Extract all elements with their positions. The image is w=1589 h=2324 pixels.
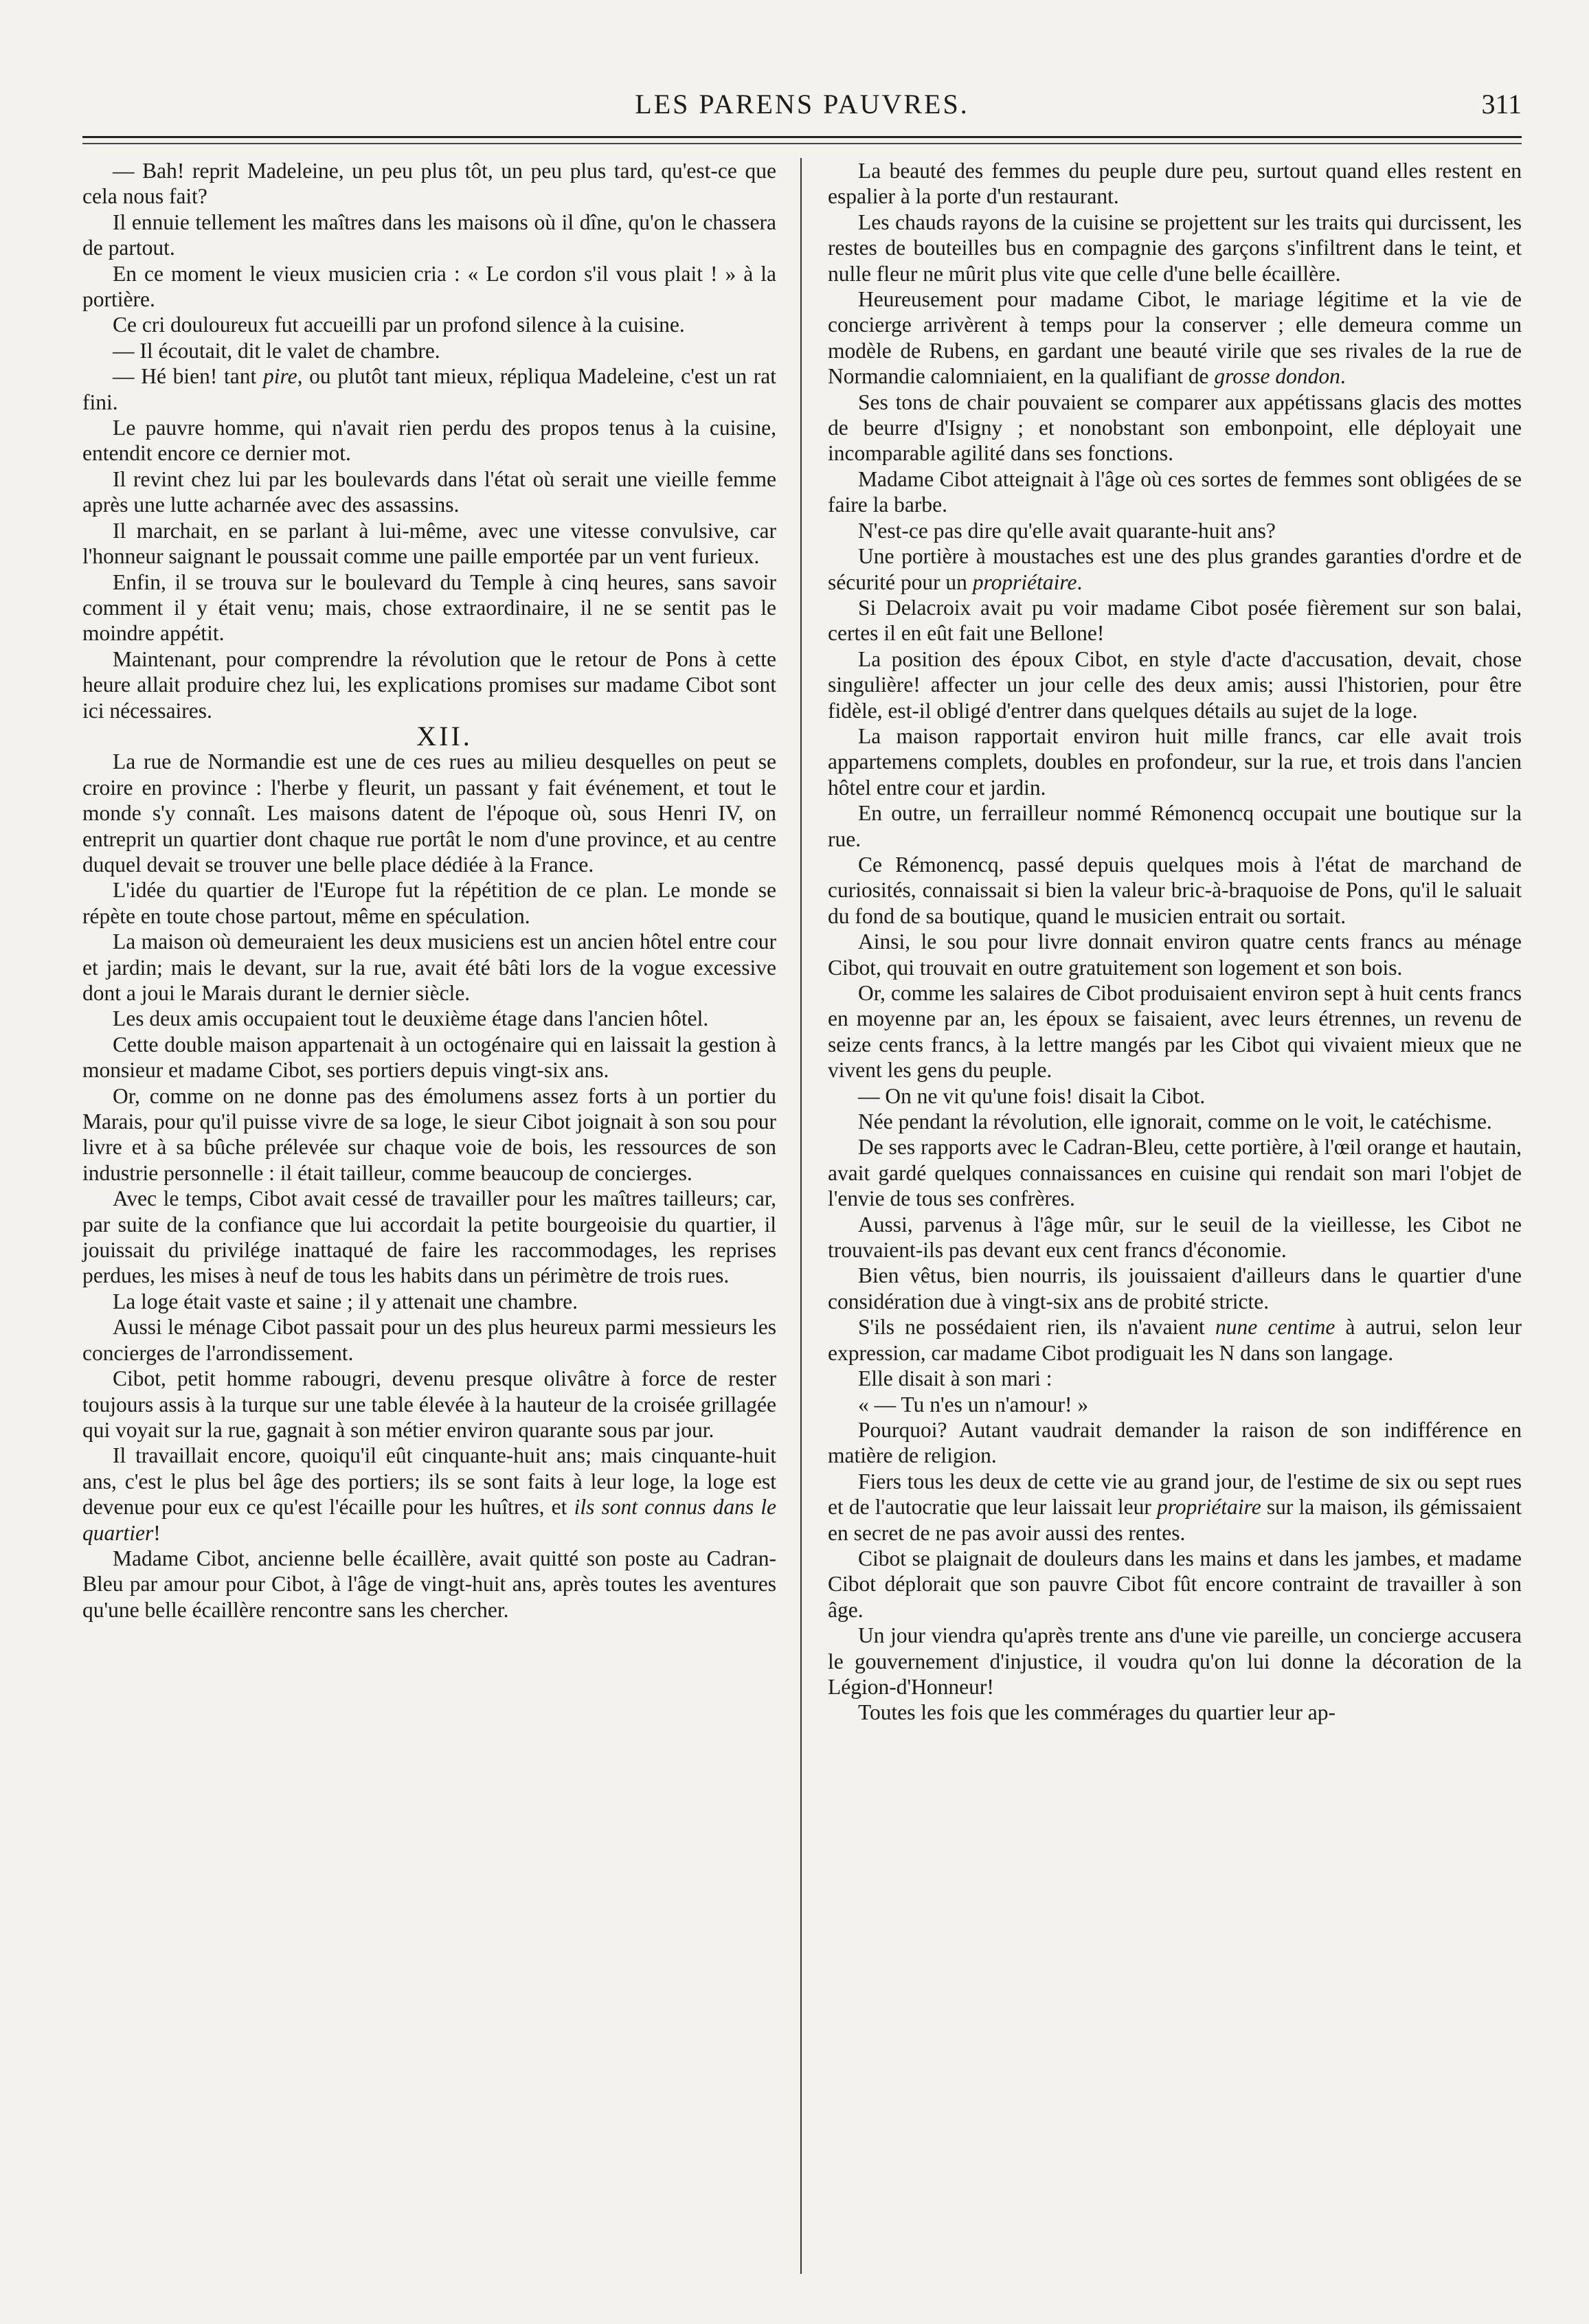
paragraph: Maintenant, pour comprendre la révolution que le retour de Pons à cette heure allait produire chez lui, les explications promises sur madame Cibot sont ici nécessaires. <box>82 646 776 723</box>
paragraph: Les chauds rayons de la cuisine se projettent sur les traits qui durcissent, les restes de bouteilles bus en compagnie des garçons s'infiltrent dans le teint, et nulle fleur ne mûrit plus vite que celle d'une belle écaillère. <box>828 210 1522 286</box>
running-title: LES PARENS PAUVRES. <box>635 89 969 120</box>
paragraph: L'idée du quartier de l'Europe fut la répétition de ce plan. Le monde se répète en toute chose partout, même en spéculation. <box>82 878 776 928</box>
paragraph: Pourquoi? Autant vaudrait demander la raison de son indifférence en matière de religion. <box>828 1417 1522 1468</box>
header-rule <box>82 136 1522 138</box>
paragraph: N'est-ce pas dire qu'elle avait quarante-huit ans? <box>858 518 1276 543</box>
paragraph: Ce cri douloureux fut accueilli par un profond silence à la cuisine. <box>113 313 685 337</box>
paragraph: Toutes les fois que les commérages du quartier leur ap- <box>858 1700 1336 1725</box>
paragraph: Or, comme les salaires de Cibot produisaient environ sept à huit cents francs en moyenne par an, les époux se faisaient, avec leurs étrennes, un revenu de seize cents francs, à la lettre mangés par les Cibot qui vivaient mieux que ne vivent les gens du peuple. <box>828 981 1522 1083</box>
paragraph: Il revint chez lui par les boulevards dans l'état où serait une vieille femme après une lutte acharnée avec des assassins. <box>82 466 776 517</box>
left-column <box>82 158 776 1623</box>
paragraph: Cette double maison appartenait à un octogénaire qui en laissait la gestion à monsieur et madame Cibot, ses portiers depuis vingt-six ans. <box>82 1032 776 1083</box>
paragraph: Née pendant la révolution, elle ignorait, comme on le voit, le catéchisme. <box>858 1109 1492 1134</box>
paragraph: La maison rapportait environ huit mille francs, car elle avait trois appartemens complets, doubles en profondeur, sur la rue, et trois dans l'ancien hôtel entre cour et jardin. <box>828 723 1522 800</box>
paragraph: Il ennuie tellement les maîtres dans les maisons où il dîne, qu'on le chassera de partout. <box>82 210 776 260</box>
paragraph: Ainsi, le sou pour livre donnait environ quatre cents francs au ménage Cibot, qui trouvait en outre gratuitement son logement et son bois. <box>828 929 1522 980</box>
paragraph: Aussi, parvenus à l'âge mûr, sur le seuil de la vieillesse, les Cibot ne trouvaient-ils pas devant eux cent francs d'économie. <box>828 1212 1522 1263</box>
column-divider <box>800 158 802 2274</box>
running-head <box>82 82 1522 131</box>
paragraph: Avec le temps, Cibot avait cessé de travailler pour les maîtres tailleurs; car, par suite de la confiance que lui accordait la petite bourgeoisie du quartier, il jouissait du privilége inattaqué de faire les raccommodages, les reprises perdues, les mises à neuf de tous les habits dans un périmètre de trois rues. <box>82 1186 776 1288</box>
paragraph: Bien vêtus, bien nourris, ils jouissaient d'ailleurs dans le quartier d'une considération due à vingt-six ans de probité stricte. <box>828 1263 1522 1313</box>
paragraph: Les deux amis occupaient tout le deuxième étage dans l'ancien hôtel. <box>113 1006 709 1031</box>
paragraph: La rue de Normandie est une de ces rues au milieu desquelles on peut se croire en province : l'herbe y fleurit, un passant y fait événement, et tout le monde s'y connaît. Les maisons datent de l'époque où, sous Henri IV, on entreprit un quartier dont chaque rue portât le nom d'une province, et au centre duquel devait se trouver une belle place dédiée à la France. <box>82 749 776 877</box>
chapter-heading: XII. <box>416 720 473 752</box>
newspaper-page <box>82 82 1522 2281</box>
paragraph: — Hé bien! tant pire, ou plutôt tant mieux, répliqua Madeleine, c'est un rat fini. <box>82 364 776 414</box>
paragraph: « — Tu n'es un n'amour! » <box>858 1392 1089 1417</box>
paragraph: Si Delacroix avait pu voir madame Cibot posée fièrement sur son balai, certes il en eût fait une Bellone! <box>828 595 1522 646</box>
page-number: 311 <box>1481 89 1522 120</box>
text-columns <box>82 158 1522 2274</box>
paragraph: S'ils ne possédaient rien, ils n'avaient nune centime à autrui, selon leur expression, car madame Cibot prodiguait les N dans son langage. <box>828 1315 1522 1365</box>
paragraph: La beauté des femmes du peuple dure peu, surtout quand elles restent en espalier à la porte d'un restaurant. <box>828 159 1522 209</box>
paragraph: La loge était vaste et saine ; il y attenait une chambre. <box>113 1289 578 1313</box>
paragraph: La maison où demeuraient les deux musiciens est un ancien hôtel entre cour et jardin; mais le devant, sur la rue, avait été bâti lors de la vogue excessive dont a joui le Marais durant le dernier siècle. <box>82 929 776 1005</box>
paragraph: Ce Rémonencq, passé depuis quelques mois à l'état de marchand de curiosités, connaissait si bien la valeur bric-à-braquoise de Pons, qu'il le saluait du fond de sa boutique, quand le musicien entrait ou sortait. <box>828 852 1522 928</box>
paragraph: Il marchait, en se parlant à lui-même, avec une vitesse convulsive, car l'honneur saignant le poussait comme une paille emportée par un vent furieux. <box>82 518 776 569</box>
paragraph: Fiers tous les deux de cette vie au grand jour, de l'estime de six ou sept rues et de l'autocratie que leur laissait leur propriétaire sur la maison, ils gémissaient en secret de ne pas avoir aussi des rentes. <box>828 1469 1522 1545</box>
paragraph: De ses rapports avec le Cadran-Bleu, cette portière, à l'œil orange et hautain, avait gardé quelques connaissances en cuisine qui rendait son mari l'objet de l'envie de tous ses confrères. <box>828 1135 1522 1211</box>
paragraph: Or, comme on ne donne pas des émolumens assez forts à un portier du Marais, pour qu'il puisse vivre de sa loge, le sieur Cibot joignait à son sou pour livre et à sa bûche prélevée sur chaque voie de bois, les ressources de son industrie personnelle : il était tailleur, comme beaucoup de concierges. <box>82 1083 776 1185</box>
paragraph: Une portière à moustaches est une des plus grandes garanties d'ordre et de sécurité pour un propriétaire. <box>828 544 1522 594</box>
paragraph: Un jour viendra qu'après trente ans d'une vie pareille, un concierge accusera le gouvernement d'injustice, il voudra qu'on lui donne la décoration de la Légion-d'Honneur! <box>828 1623 1522 1699</box>
header-rule-secondary <box>82 143 1522 144</box>
paragraph: Cibot, petit homme rabougri, devenu presque olivâtre à force de rester toujours assis à la turque sur une table élevée à la hauteur de la croisée grillagée qui voyait sur la rue, gagnait à son métier environ quarante sous par jour. <box>82 1366 776 1442</box>
paragraph: — On ne vit qu'une fois! disait la Cibot. <box>858 1083 1206 1108</box>
paragraph: Enfin, il se trouva sur le boulevard du Temple à cinq heures, sans savoir comment il y était venu; mais, chose extraordinaire, il ne se sentit pas le moindre appétit. <box>82 569 776 646</box>
paragraph: Ses tons de chair pouvaient se comparer aux appétissans glacis des mottes de beurre d'Isigny ; et nonobstant son embonpoint, elle déployait une incomparable agilité dans ses fonctions. <box>828 390 1522 466</box>
right-column <box>828 158 1522 1726</box>
paragraph: Il travaillait encore, quoiqu'il eût cinquante-huit ans; mais cinquante-huit ans, c'est le plus bel âge des portiers; ils se sont faits à leur loge, la loge est devenue pour eux ce qu'est l'écaille pour les huîtres, et ils sont connus dans le quartier! <box>82 1443 776 1545</box>
paragraph: Madame Cibot, ancienne belle écaillère, avait quitté son poste au Cadran-Bleu par amour pour Cibot, à l'âge de vingt-huit ans, après toutes les aventures qu'une belle écaillère rencontre sans les chercher. <box>82 1546 776 1622</box>
paragraph: — Il écoutait, dit le valet de chambre. <box>113 338 440 363</box>
paragraph: Aussi le ménage Cibot passait pour un des plus heureux parmi messieurs les concierges de l'arrondissement. <box>82 1315 776 1365</box>
paragraph: Le pauvre homme, qui n'avait rien perdu des propos tenus à la cuisine, entendit encore ce dernier mot. <box>82 416 776 466</box>
paragraph: Elle disait à son mari : <box>858 1366 1052 1391</box>
paragraph: En ce moment le vieux musicien cria : « Le cordon s'il vous plait ! » à la portière. <box>82 261 776 312</box>
paragraph: Heureusement pour madame Cibot, le mariage légitime et la vie de concierge arrivèrent à temps pour la conserver ; elle demeura comme un modèle de Rubens, en gardant une beauté virile que ses rivales de la rue de Normandie calomniaient, en la qualifiant de grosse dondon. <box>828 287 1522 389</box>
paragraph: La position des époux Cibot, en style d'acte d'accusation, devait, chose singulière! affecter un jour celle des deux amis; aussi l'historien, pour être fidèle, est-il obligé d'entrer dans quelques détails au sujet de la loge. <box>828 646 1522 723</box>
paragraph: Madame Cibot atteignait à l'âge où ces sortes de femmes sont obligées de se faire la barbe. <box>828 466 1522 517</box>
paragraph: En outre, un ferrailleur nommé Rémonencq occupait une boutique sur la rue. <box>828 801 1522 851</box>
paragraph: Cibot se plaignait de douleurs dans les mains et dans les jambes, et madame Cibot déplorait que son pauvre Cibot fût encore contraint de travailler à son âge. <box>828 1546 1522 1622</box>
paragraph: — Bah! reprit Madeleine, un peu plus tôt, un peu plus tard, qu'est-ce que cela nous fait? <box>82 159 776 209</box>
